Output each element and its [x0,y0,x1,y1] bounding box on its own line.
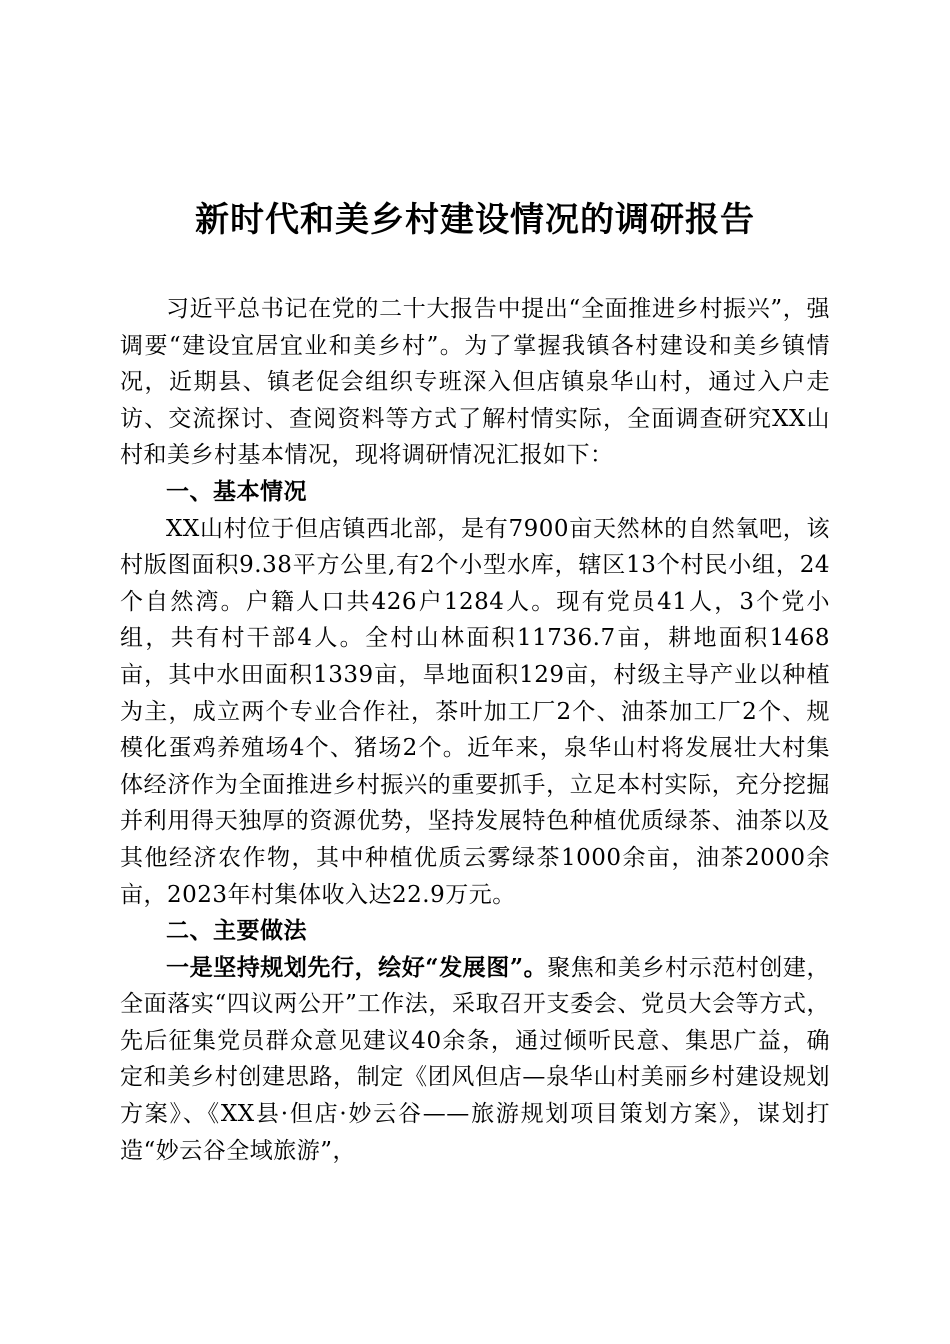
document-title: 新时代和美乡村建设情况的调研报告 [195,200,755,240]
practice-body-text: 聚焦和美乡村示范村创建，全面落实“四议两公开”工作法，采取召开支委会、党员大会等方式，先后征集党员群众意见建议40余条，通过倾听民意、集思广益，确定和美乡村创建思路，制定《团风但店—泉华山村美丽乡村建设规划方案》、《XX县·但店·妙云谷——旅游规划项目策划方案》，谋划打造“妙云谷全域旅游”， [120,954,831,1164]
basic-situation-paragraph: XX山村位于但店镇西北部，是有7900亩天然林的自然氧吧，该村版图面积9.38平方公里,有2个小型水库，辖区13个村民小组，24个自然湾。户籍人口共426户1284人。现有党员41人，3个党小组，共有村干部4人。全村山林面积11736.7亩，耕地面积1468亩，其中水田面积1339亩，旱地面积129亩，村级主导产业以种植为主，成立两个专业合作社，茶叶加工厂2个、油茶加工厂2个、规模化蛋鸡养殖场4个、猪场2个。近年来，泉华山村将发展壮大村集体经济作为全面推进乡村振兴的重要抓手，立足本村实际，充分挖掘并利用得天独厚的资源优势，坚持发展特色种植优质绿茶、油茶以及其他经济农作物，其中种植优质云雾绿茶1000余亩，油茶2000余亩，2023年村集体收入达22.9万元。 [120,515,830,908]
document-body [120,291,830,1169]
practice-lead-sentence: 一是坚持规划先行，绘好“发展图”。 [166,953,548,981]
section-heading-basic-situation: 一、基本情况 [166,477,307,505]
section-heading-main-practices: 二、主要做法 [166,917,307,945]
main-practices-paragraph [120,950,830,1170]
intro-paragraph: 习近平总书记在党的二十大报告中提出“全面推进乡村振兴”，强调要“建设宜居宜业和美乡村”。为了掌握我镇各村建设和美乡镇情况，近期县、镇老促会组织专班深入但店镇泉华山村，通过入户走访、交流探讨、查阅资料等方式了解村情实际，全面调查研究XX山村和美乡村基本情况，现将调研情况汇报如下： [120,296,830,469]
